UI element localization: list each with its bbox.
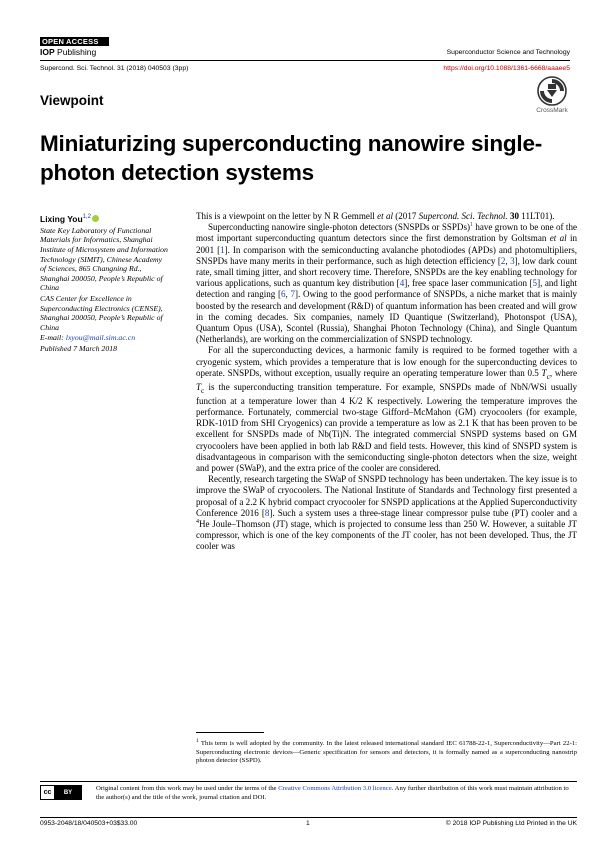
citation-ref[interactable]: 1 xyxy=(220,244,225,255)
footnote xyxy=(196,737,577,766)
citation-ref[interactable]: 2 xyxy=(500,255,506,266)
author-name-text: Lixing You xyxy=(40,213,83,224)
crossmark-icon xyxy=(537,76,567,106)
issn-code: 0953-2048/18/040503+03$33.00 xyxy=(40,820,138,827)
author-block xyxy=(40,212,168,354)
affiliation-1: State Key Laboratory of Functional Materials for Informatics, Shanghai Institute of Microsystem and Information Technology (SIMIT), Chinese Academy of Sciences, 865 Changning Rd., Shanghai 200050, People’s Republic of China xyxy=(40,225,168,293)
footnote-divider xyxy=(196,732,264,733)
author-email xyxy=(40,333,168,343)
citation-ref[interactable]: 4 xyxy=(399,278,405,289)
cc-icon: cc xyxy=(41,786,55,799)
affiliation-2: CAS Center for Excellence in Superconducting Electronics (CENSE), Shanghai 200050, People’s Republic of China xyxy=(40,293,163,332)
open-access-badge: OPEN ACCESS xyxy=(40,37,109,46)
journal-name: Superconductor Science and Technology xyxy=(446,49,570,56)
crossmark-badge[interactable] xyxy=(534,76,570,114)
cc-by-badge: BY xyxy=(55,786,81,799)
body-paragraph: This is a viewpoint on the letter by N R Gemmell et al (2017 Supercond. Sci. Technol. 30 11LT01). xyxy=(196,211,555,221)
article-title: Miniaturizing superconducting nanowire single-photon detection systems xyxy=(40,131,543,185)
footnote-ref[interactable]: 1 xyxy=(469,222,473,229)
doi-link[interactable]: https://doi.org/10.1088/1361-6668/aaaee5 xyxy=(443,65,570,72)
crossmark-label: CrossMark xyxy=(536,107,568,114)
citation-ref[interactable]: 5 xyxy=(532,278,538,289)
orcid-icon[interactable] xyxy=(92,215,99,222)
footer-divider xyxy=(40,817,577,818)
header-divider xyxy=(40,60,570,64)
publisher-logo xyxy=(40,47,96,57)
citation-ref[interactable]: 7 xyxy=(290,289,296,300)
email-label: E-mail: xyxy=(40,333,64,343)
article-citation: Supercond. Sci. Technol. 31 (2018) 040503 (3pp) xyxy=(40,65,189,72)
email-link[interactable]: lxyou@mail.sim.ac.cn xyxy=(65,333,136,343)
body-paragraph: Recently, research targeting the SWaP of SNSPD technology has been undertaken. The key issue is to improve the SWaP of cryocoolers. The National Institute of Standards and Technology first presented a proposal of a 2.2 K hybrid compact cryocooler for SNSPD applications at the Applied Superconductivity Conference 2016 [8]. Such a system uses a three-stage linear compressor pulse tube (PT) cooler and a $^4$He Joule–Thomson (JT) stage, which is projected to consume less than 250 W. However, a suitable JT compressor, which is one of the key components of the JT cooler, has not been developed. Thus, the JT cooler was xyxy=(196,474,577,552)
publisher-logo-word: Publishing xyxy=(57,47,97,57)
body-paragraph: Superconducting nanowire single-photon detectors (SNSPDs or SSPDs)$^1$ have grown to be one of the most important superconducting quantum detectors since the first demonstration by Goltsman et al in 2001 [1]. In comparison with the semiconducting avalanche photodiodes (APDs) and photomultipliers, SNSPDs have many merits in their performance, such as high detection efficiency [2, 3], low dark count rate, small timing jitter, and short recovery time. Therefore, SNSPDs are the key enabling technology for various applications, such as quantum key distribution [4], free space laser communication [5], and light detection and ranging [6, 7]. Owing to the good performance of SNSPDs, a niche market that is mainly boosted by the research and development (R&D) of quantum information has been created and will grow in the coming decades. Six companies, namely ID Quantique (Switzerland), Photonspot (USA), Quantum Opus (USA), Scontel (Russia), Shanghai Photon Technology (China), and Single Quantum (Netherlands), are working on the commercialization of SNSPD technology. xyxy=(196,222,578,345)
footnote-mark: 1 xyxy=(196,738,199,744)
publisher-logo-mark: IOP xyxy=(40,47,55,57)
article-body xyxy=(196,211,577,553)
cc-by-logo[interactable] xyxy=(40,785,82,800)
license-divider xyxy=(40,781,577,782)
copyright-notice: © 2018 IOP Publishing Ltd Printed in the UK xyxy=(445,820,577,827)
page-number: 1 xyxy=(306,820,310,827)
author-affil-marks[interactable]: 1,2 xyxy=(82,214,92,220)
citation-ref[interactable]: 3 xyxy=(510,255,515,266)
citation-ref[interactable]: 8 xyxy=(264,507,270,518)
author-name xyxy=(40,212,168,225)
footnote-text: This term is well adopted by the community. In the latest released international standard IEC 61788-22-1, Superconductivity—Part 22-1: Superconducting electronic devices—Generic specification for sensors and detectors, it is formally named as a superconducting nanostrip photon detector (SSPD). xyxy=(196,740,577,765)
body-paragraph: For all the superconducting devices, a harmonic family is required to be formed together with a cryogenic system, which provides a temperature that is low enough for the superconducting devices to operate. SNSPDs, without exception, usually require an operating temperature lower than 0.5 $T_c$, where $T_c$ is the superconducting transition temperature. For example, SNSPDs made of NbN/WSi usually function at a temperature lower than 4 K/2 K respectively. Lowering the temperature improves the performance. Fortunately, commercial two-stage Gifford–McMahon (GM) cryocoolers (for example, RDK-101D from SHI Cryogenics) can provide a temperature as low as 2.1 K that has been proven to be excellent for SNSPDs made of Nb(Ti)N. The integrated commercial SNSPD systems based on GM cryocoolers have been applied in both lab R&D and field tests. However, this kind of SNSPD system is disadvantageous in comparison with the semiconducting single-photon detectors when the size, weight and power (SWaP), and the extra price of the cooler are considered. xyxy=(196,345,577,474)
section-label: Viewpoint xyxy=(40,93,104,108)
citation-ref[interactable]: 6 xyxy=(281,289,286,300)
license-text: Original content from this work may be used under the terms of the Creative Commons Attribution 3.0 licence. Any further distribution of this work must maintain attribution to the author(s) and the title of the work, journal citation and DOI. xyxy=(96,785,569,801)
license-link[interactable]: Creative Commons Attribution 3.0 licence xyxy=(278,785,392,792)
published-date: Published 7 March 2018 xyxy=(40,343,118,353)
